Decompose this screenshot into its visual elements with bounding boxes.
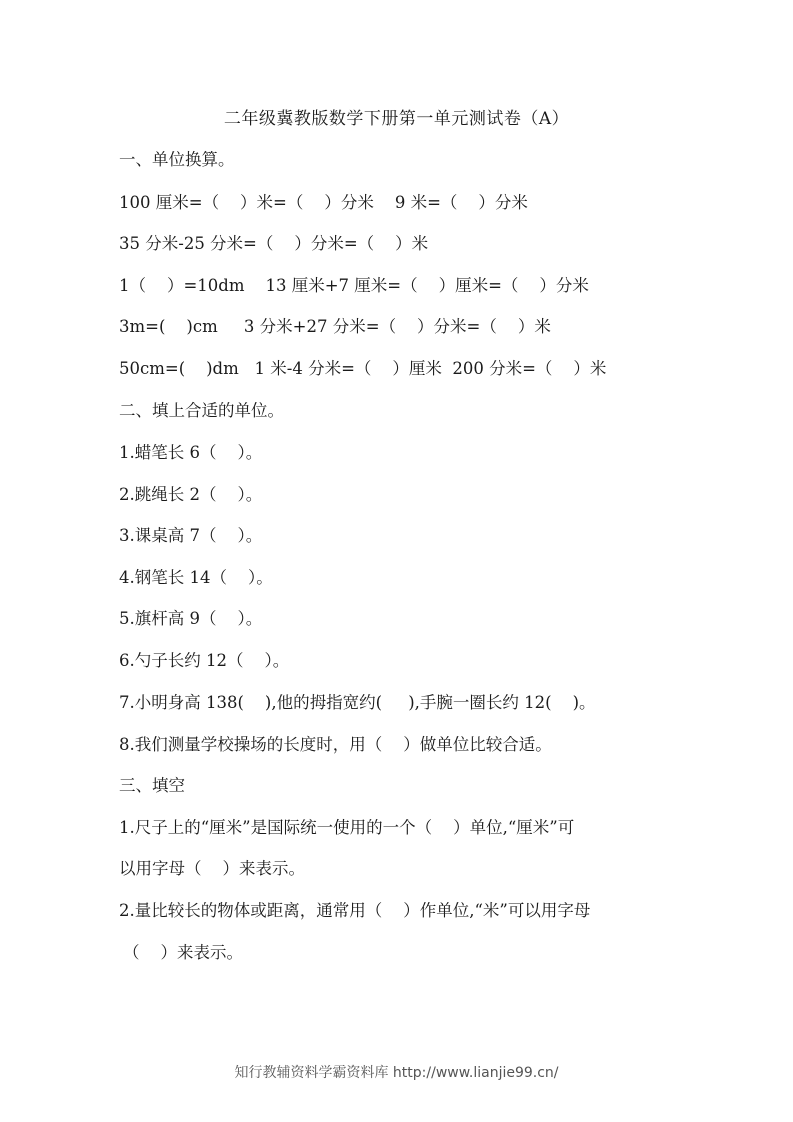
question-line: 3m=( )cm 3 分米+27 分米=（ ）分米=（ ）米 <box>119 317 551 336</box>
question-line: 4.钢笔长 14（ ）。 <box>119 568 273 587</box>
question-line: 100 厘米=（ ）米=（ ）分米 9 米=（ ）分米 <box>119 193 528 212</box>
question-line: 6.勺子长约 12（ ）。 <box>119 651 290 670</box>
question-line: 2.跳绳长 2（ ）。 <box>119 485 263 504</box>
question-line: 以用字母（ ）来表示。 <box>119 859 305 878</box>
question-line: （ ）来表示。 <box>123 943 243 962</box>
question-line: 7.小明身高 138( ),他的拇指宽约( ),手腕一圈长约 12( )。 <box>119 693 596 712</box>
section-heading-2: 二、填上合适的单位。 <box>119 401 284 420</box>
question-line: 1.尺子上的“厘米”是国际统一使用的一个（ ）单位,“厘米”可 <box>119 818 575 837</box>
section-heading-1: 一、单位换算。 <box>119 150 235 169</box>
question-line: 3.课桌高 7（ ）。 <box>119 526 263 545</box>
question-line: 35 分米-25 分米=（ ）分米=（ ）米 <box>119 234 429 253</box>
footer-watermark: 知行教辅资料学霸资料库 http://www.lianjie99.cn/ <box>234 1065 559 1081</box>
question-line: 8.我们测量学校操场的长度时，用（ ）做单位比较合适。 <box>119 735 552 754</box>
page-title: 二年级冀教版数学下册第一单元测试卷（A） <box>223 109 570 129</box>
question-line: 50cm=( )dm 1 米-4 分米=（ ）厘米 200 分米=（ ）米 <box>119 359 607 378</box>
question-line: 1.蜡笔长 6（ ）。 <box>119 443 263 462</box>
question-line: 1（ ）=10dm 13 厘米+7 厘米=（ ）厘米=（ ）分米 <box>119 276 589 295</box>
question-line: 2.量比较长的物体或距离，通常用（ ）作单位,“米”可以用字母 <box>119 901 591 920</box>
section-heading-3: 三、填空 <box>119 776 185 795</box>
question-line: 5.旗杆高 9（ ）。 <box>119 609 263 628</box>
